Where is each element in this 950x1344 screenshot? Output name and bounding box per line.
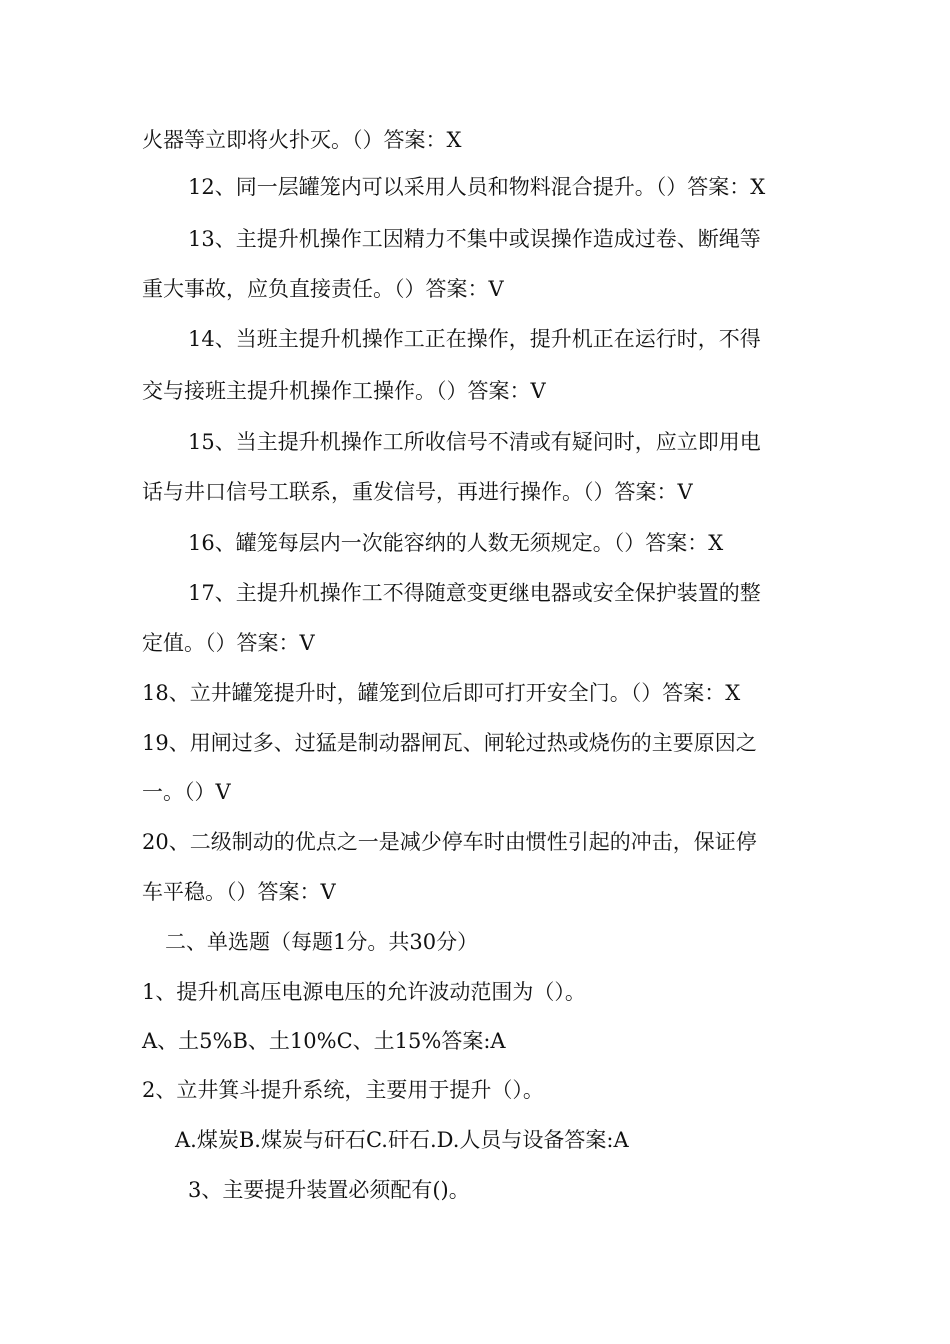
- question-17-line-2: 定值。（）答案：V: [142, 631, 315, 655]
- question-19-line-1: 19、用闸过多、过猛是制动器闸瓦、闸轮过热或烧伤的主要原因之: [142, 731, 757, 755]
- question-17-line-1: 17、主提升机操作工不得随意变更继电器或安全保护装置的整: [188, 581, 761, 605]
- question-14-line-2: 交与接班主提升机操作工操作。（）答案：V: [142, 379, 546, 403]
- question-18: 18、立井罐笼提升时，罐笼到位后即可打开安全门。（）答案：X: [142, 681, 741, 705]
- question-19-line-2: 一。（）V: [142, 780, 231, 804]
- question-16: 16、罐笼每层内一次能容纳的人数无须规定。（）答案：X: [188, 531, 724, 555]
- question-12: 12、同一层罐笼内可以采用人员和物料混合提升。（）答案：X: [188, 175, 766, 199]
- question-15-line-1: 15、当主提升机操作工所收信号不清或有疑问时，应立即用电: [188, 430, 761, 454]
- mc-question-1: 1、提升机高压电源电压的允许波动范围为（）。: [142, 980, 586, 1004]
- mc-question-2-options: A.煤炭B.煤炭与矸石C.矸石.D.人员与设备答案:A: [175, 1128, 629, 1152]
- question-15-line-2: 话与井口信号工联系，重发信号，再进行操作。（）答案：V: [142, 480, 693, 504]
- mc-question-1-options: A、土5%B、土10%C、土15%答案:A: [142, 1029, 506, 1053]
- mc-question-2: 2、立井箕斗提升系统，主要用于提升（）。: [142, 1078, 544, 1102]
- mc-question-3: 3、主要提升装置必须配有()。: [188, 1178, 470, 1202]
- question-14-line-1: 14、当班主提升机操作工正在操作，提升机正在运行时，不得: [188, 327, 761, 351]
- section-heading: 二、单选题（每题1分。共30分）: [165, 930, 479, 954]
- question-13-line-2: 重大事故，应负直接责任。（）答案：V: [142, 277, 504, 301]
- question-13-line-1: 13、主提升机操作工因精力不集中或误操作造成过卷、断绳等: [188, 227, 761, 251]
- question-20-line-1: 20、二级制动的优点之一是减少停车时由惯性引起的冲击，保证停: [142, 830, 757, 854]
- question-20-line-2: 车平稳。（）答案：V: [142, 880, 336, 904]
- text-line: 火器等立即将火扑灭。（）答案：X: [142, 128, 462, 152]
